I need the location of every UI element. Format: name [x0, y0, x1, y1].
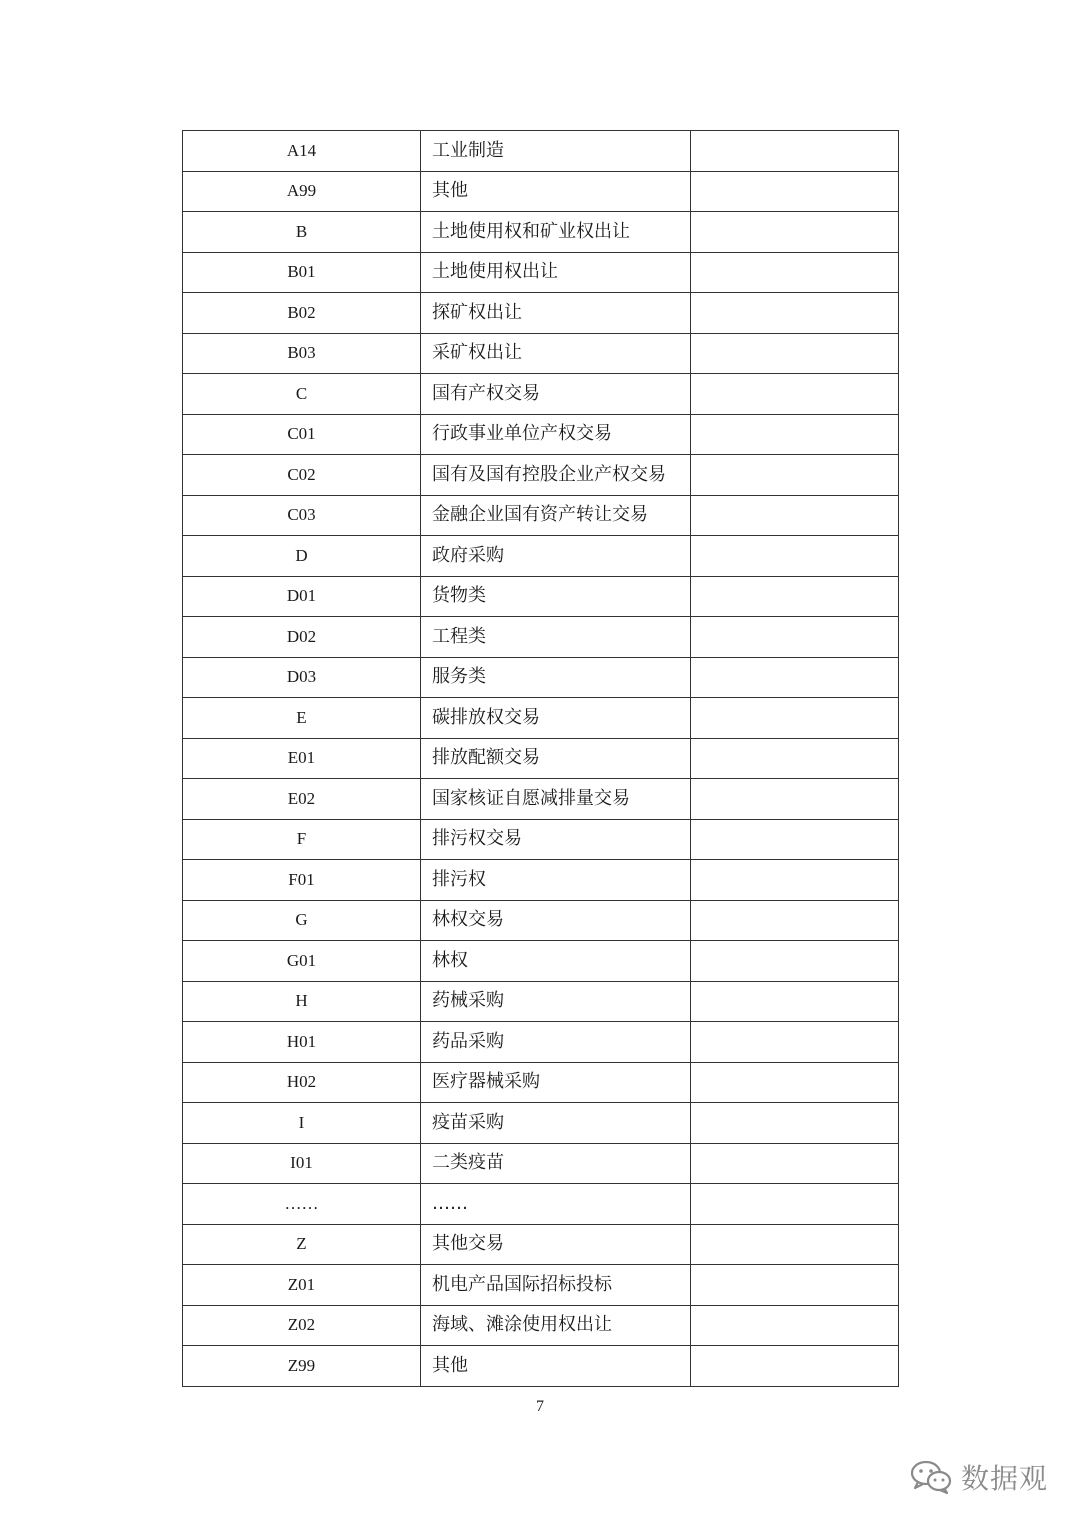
table-row — [183, 617, 899, 658]
code-cell: D — [183, 536, 421, 577]
category-name-cell: 机电产品国际招标投标 — [421, 1265, 691, 1306]
table-row — [183, 576, 899, 617]
note-cell — [691, 1062, 899, 1103]
table-row — [183, 1346, 899, 1387]
note-cell — [691, 252, 899, 293]
code-cell: D02 — [183, 617, 421, 658]
table-row — [183, 252, 899, 293]
category-name-cell: 碳排放权交易 — [421, 698, 691, 739]
note-cell — [691, 536, 899, 577]
table-row — [183, 212, 899, 253]
note-cell — [691, 1346, 899, 1387]
note-cell — [691, 576, 899, 617]
category-name-cell: 二类疫苗 — [421, 1143, 691, 1184]
note-cell — [691, 657, 899, 698]
watermark-text: 数据观 — [960, 1462, 1048, 1495]
category-name-cell: 政府采购 — [421, 536, 691, 577]
table-row — [183, 1022, 899, 1063]
code-cell: Z99 — [183, 1346, 421, 1387]
table-row — [183, 779, 899, 820]
code-cell: Z02 — [183, 1305, 421, 1346]
table-row — [183, 536, 899, 577]
note-cell — [691, 293, 899, 334]
table-row — [183, 819, 899, 860]
code-cell: B01 — [183, 252, 421, 293]
note-cell — [691, 900, 899, 941]
code-cell: E01 — [183, 738, 421, 779]
table-row — [183, 1143, 899, 1184]
note-cell — [691, 1265, 899, 1306]
code-cell: B03 — [183, 333, 421, 374]
table-row — [183, 1062, 899, 1103]
category-name-cell: 药械采购 — [421, 981, 691, 1022]
category-name-cell: 其他 — [421, 171, 691, 212]
code-cell: E — [183, 698, 421, 739]
category-name-cell: 采矿权出让 — [421, 333, 691, 374]
code-cell: H — [183, 981, 421, 1022]
note-cell — [691, 495, 899, 536]
category-name-cell: 服务类 — [421, 657, 691, 698]
code-cell: C02 — [183, 455, 421, 496]
category-name-cell: 其他交易 — [421, 1224, 691, 1265]
note-cell — [691, 414, 899, 455]
table-row — [183, 414, 899, 455]
table-row — [183, 981, 899, 1022]
table-row — [183, 1184, 899, 1225]
category-name-cell: 药品采购 — [421, 1022, 691, 1063]
code-cell: C01 — [183, 414, 421, 455]
code-cell: G — [183, 900, 421, 941]
code-cell: D03 — [183, 657, 421, 698]
code-cell: C — [183, 374, 421, 415]
table-row — [183, 495, 899, 536]
table-row — [183, 738, 899, 779]
code-cell: …… — [183, 1184, 421, 1225]
code-cell: D01 — [183, 576, 421, 617]
category-name-cell: 排放配额交易 — [421, 738, 691, 779]
table-row — [183, 293, 899, 334]
category-name-cell: 土地使用权出让 — [421, 252, 691, 293]
category-name-cell: 国有及国有控股企业产权交易 — [421, 455, 691, 496]
note-cell — [691, 779, 899, 820]
classification-code-table — [182, 130, 899, 1387]
note-cell — [691, 1305, 899, 1346]
table-row — [183, 333, 899, 374]
note-cell — [691, 131, 899, 172]
code-cell: H02 — [183, 1062, 421, 1103]
code-cell: I — [183, 1103, 421, 1144]
category-name-cell: 海域、滩涂使用权出让 — [421, 1305, 691, 1346]
code-cell: F01 — [183, 860, 421, 901]
category-name-cell: 排污权交易 — [421, 819, 691, 860]
category-name-cell: 工程类 — [421, 617, 691, 658]
note-cell — [691, 941, 899, 982]
code-cell: A99 — [183, 171, 421, 212]
category-name-cell: 土地使用权和矿业权出让 — [421, 212, 691, 253]
note-cell — [691, 698, 899, 739]
note-cell — [691, 171, 899, 212]
note-cell — [691, 212, 899, 253]
code-cell: Z — [183, 1224, 421, 1265]
category-name-cell: 林权交易 — [421, 900, 691, 941]
table-row — [183, 698, 899, 739]
table-row — [183, 1305, 899, 1346]
table-row — [183, 1224, 899, 1265]
code-cell: F — [183, 819, 421, 860]
category-name-cell: 工业制造 — [421, 131, 691, 172]
table-row — [183, 131, 899, 172]
category-name-cell: 金融企业国有资产转让交易 — [421, 495, 691, 536]
note-cell — [691, 1224, 899, 1265]
code-cell: H01 — [183, 1022, 421, 1063]
note-cell — [691, 819, 899, 860]
note-cell — [691, 1184, 899, 1225]
note-cell — [691, 333, 899, 374]
category-name-cell: 林权 — [421, 941, 691, 982]
note-cell — [691, 981, 899, 1022]
note-cell — [691, 617, 899, 658]
note-cell — [691, 455, 899, 496]
category-name-cell: 行政事业单位产权交易 — [421, 414, 691, 455]
table-row — [183, 860, 899, 901]
category-name-cell: 排污权 — [421, 860, 691, 901]
table-row — [183, 374, 899, 415]
table-row — [183, 455, 899, 496]
table-row — [183, 900, 899, 941]
table-body — [183, 131, 899, 1387]
code-cell: I01 — [183, 1143, 421, 1184]
category-name-cell: 疫苗采购 — [421, 1103, 691, 1144]
page-number: 7 — [536, 1398, 544, 1415]
category-name-cell: 国家核证自愿减排量交易 — [421, 779, 691, 820]
note-cell — [691, 1103, 899, 1144]
wechat-icon — [909, 1459, 953, 1495]
code-cell: B — [183, 212, 421, 253]
table-row — [183, 1265, 899, 1306]
note-cell — [691, 860, 899, 901]
category-name-cell: 医疗器械采购 — [421, 1062, 691, 1103]
category-name-cell: 其他 — [421, 1346, 691, 1387]
note-cell — [691, 1143, 899, 1184]
table-row — [183, 941, 899, 982]
category-name-cell: …… — [421, 1184, 691, 1225]
code-cell: C03 — [183, 495, 421, 536]
table-row — [183, 171, 899, 212]
note-cell — [691, 374, 899, 415]
category-name-cell: 探矿权出让 — [421, 293, 691, 334]
table-row — [183, 657, 899, 698]
code-cell: B02 — [183, 293, 421, 334]
code-cell: G01 — [183, 941, 421, 982]
code-cell: A14 — [183, 131, 421, 172]
category-name-cell: 货物类 — [421, 576, 691, 617]
code-cell: E02 — [183, 779, 421, 820]
wechat-watermark — [909, 1455, 1048, 1499]
note-cell — [691, 738, 899, 779]
category-name-cell: 国有产权交易 — [421, 374, 691, 415]
table-row — [183, 1103, 899, 1144]
note-cell — [691, 1022, 899, 1063]
code-cell: Z01 — [183, 1265, 421, 1306]
